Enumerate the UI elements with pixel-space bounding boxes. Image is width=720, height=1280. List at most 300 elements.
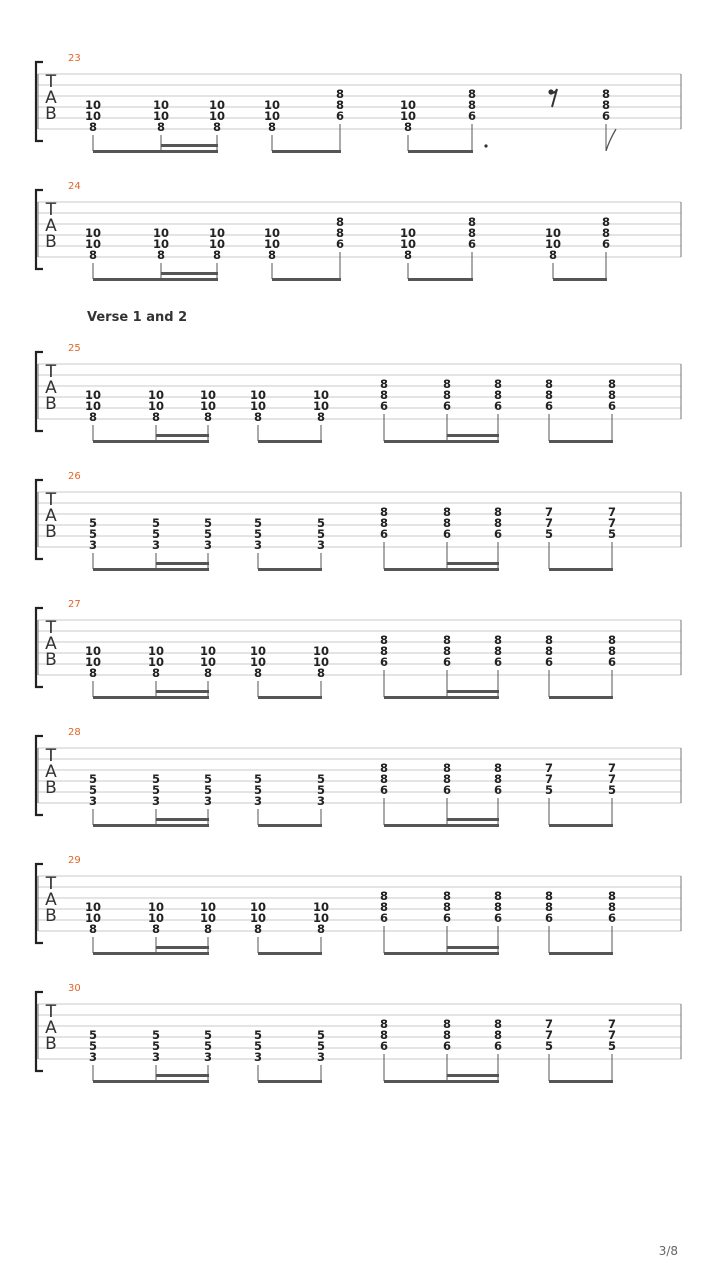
fret-number: 8 [379,1028,389,1042]
measure-number: 29 [68,855,81,866]
fret-number: 8 [156,248,166,262]
fret-number: 10 [399,98,417,112]
fret-number: 6 [607,399,617,413]
fret-number: 5 [203,527,213,541]
tab-clef-letter: A [45,890,57,910]
beam [93,150,218,153]
fret-number: 5 [316,1039,326,1053]
fret-number: 8 [442,761,452,775]
beam [553,278,607,281]
fret-number: 10 [208,109,226,123]
fret-number: 6 [379,783,389,797]
fret-number: 10 [208,226,226,240]
fret-number: 8 [203,410,213,424]
fret-number: 5 [151,772,161,786]
fret-number: 5 [88,783,98,797]
fret-number: 5 [151,527,161,541]
tab-clef-letter: A [45,634,57,654]
fret-number: 7 [607,505,617,519]
fret-number: 6 [544,911,554,925]
beam [93,952,209,955]
measure-number: 24 [68,181,81,192]
fret-number: 10 [544,226,562,240]
fret-number: 8 [379,761,389,775]
tab-clef-letter: T [45,490,57,510]
fret-number: 8 [379,772,389,786]
fret-number: 5 [544,783,554,797]
fret-number: 10 [263,109,281,123]
measure-number: 23 [68,53,81,64]
fret-number: 5 [151,516,161,530]
tab-clef-letter: T [45,200,57,220]
fret-number: 8 [379,633,389,647]
fret-number: 6 [379,911,389,925]
fret-number: 10 [249,911,267,925]
beam [272,278,341,281]
beam [549,696,613,699]
fret-number: 8 [88,666,98,680]
beam [258,696,322,699]
fret-number: 10 [84,900,102,914]
fret-number: 8 [467,226,477,240]
tab-clef-letter: B [45,104,57,124]
fret-number: 10 [147,388,165,402]
fret-number: 8 [253,410,263,424]
fret-number: 10 [399,109,417,123]
fret-number: 10 [199,655,217,669]
beam [258,440,322,443]
fret-number: 7 [607,1017,617,1031]
fret-number: 8 [544,633,554,647]
fret-number: 8 [267,120,277,134]
fret-number: 7 [607,772,617,786]
fret-number: 6 [601,237,611,251]
fret-number: 6 [442,911,452,925]
fret-number: 5 [316,527,326,541]
augmentation-dot [484,144,487,147]
fret-number: 10 [312,399,330,413]
beam [384,440,499,443]
fret-number: 8 [607,388,617,402]
fret-number: 10 [263,237,281,251]
beam-secondary [447,1074,499,1077]
fret-number: 3 [151,538,161,552]
fret-number: 8 [335,87,345,101]
tab-clef-letter: B [45,1034,57,1054]
beam [93,824,209,827]
fret-number: 10 [84,98,102,112]
beam [384,1080,499,1083]
fret-number: 5 [544,1039,554,1053]
fret-number: 8 [493,516,503,530]
fret-number: 8 [442,1028,452,1042]
page-number: 3/8 [658,1244,678,1258]
fret-number: 8 [442,516,452,530]
fret-number: 5 [88,516,98,530]
fret-number: 5 [203,1028,213,1042]
fret-number: 6 [493,655,503,669]
measure-number: 30 [68,983,81,994]
fret-number: 8 [442,633,452,647]
fret-number: 3 [316,794,326,808]
fret-number: 8 [493,772,503,786]
fret-number: 5 [316,783,326,797]
fret-number: 3 [151,794,161,808]
note-flag [606,129,616,151]
fret-number: 8 [151,410,161,424]
beam-secondary [447,434,499,437]
tab-clef-letter: T [45,618,57,638]
beam-secondary [447,818,499,821]
tab-clef-letter: A [45,378,57,398]
fret-number: 6 [379,1039,389,1053]
fret-number: 7 [544,505,554,519]
fret-number: 10 [249,900,267,914]
beam-secondary [447,690,499,693]
fret-number: 8 [379,1017,389,1031]
beam [258,568,322,571]
fret-number: 10 [199,644,217,658]
measure-number: 26 [68,471,81,482]
fret-number: 6 [493,783,503,797]
fret-number: 5 [88,1028,98,1042]
fret-number: 10 [84,226,102,240]
fret-number: 5 [316,772,326,786]
fret-number: 8 [403,120,413,134]
fret-number: 8 [607,900,617,914]
tab-clef-letter: T [45,874,57,894]
fret-number: 8 [467,87,477,101]
fret-number: 8 [544,889,554,903]
fret-number: 8 [493,761,503,775]
fret-number: 6 [493,1039,503,1053]
fret-number: 5 [88,772,98,786]
fret-number: 10 [84,109,102,123]
beam-secondary [156,562,209,565]
beam [549,440,613,443]
fret-number: 8 [493,505,503,519]
fret-number: 8 [267,248,277,262]
fret-number: 10 [312,388,330,402]
section-label: Verse 1 and 2 [87,310,188,325]
fret-number: 8 [548,248,558,262]
fret-number: 5 [253,772,263,786]
fret-number: 8 [379,889,389,903]
measure-number: 25 [68,343,81,354]
tab-clef-letter: T [45,1002,57,1022]
measure-number: 28 [68,727,81,738]
fret-number: 8 [403,248,413,262]
fret-number: 8 [544,900,554,914]
beam-secondary [156,434,209,437]
fret-number: 8 [607,633,617,647]
fret-number: 8 [212,120,222,134]
fret-number: 8 [379,377,389,391]
fret-number: 8 [335,215,345,229]
fret-number: 5 [544,527,554,541]
measure-number: 27 [68,599,81,610]
beam [384,696,499,699]
beam [408,150,473,153]
fret-number: 5 [253,527,263,541]
tab-clef-letter: B [45,778,57,798]
fret-number: 6 [493,399,503,413]
fret-number: 8 [88,410,98,424]
fret-number: 5 [203,772,213,786]
fret-number: 8 [442,377,452,391]
fret-number: 8 [88,248,98,262]
beam [384,952,499,955]
beam-secondary [156,818,209,821]
fret-number: 3 [253,1050,263,1064]
fret-number: 10 [312,911,330,925]
fret-number: 10 [147,399,165,413]
fret-number: 8 [467,98,477,112]
fret-number: 5 [607,783,617,797]
tab-clef-letter: B [45,906,57,926]
fret-number: 10 [147,911,165,925]
fret-number: 8 [156,120,166,134]
fret-number: 8 [212,248,222,262]
fret-number: 6 [607,911,617,925]
fret-number: 8 [493,889,503,903]
fret-number: 8 [379,900,389,914]
beam [549,1080,613,1083]
fret-number: 10 [199,388,217,402]
fret-number: 10 [399,237,417,251]
fret-number: 10 [199,399,217,413]
fret-number: 8 [379,516,389,530]
fret-number: 10 [312,655,330,669]
fret-number: 8 [316,922,326,936]
fret-number: 3 [88,1050,98,1064]
beam [272,150,341,153]
fret-number: 8 [203,666,213,680]
beam-secondary [447,562,499,565]
fret-number: 8 [379,505,389,519]
fret-number: 5 [253,516,263,530]
beam-secondary [447,946,499,949]
fret-number: 5 [151,1039,161,1053]
fret-number: 6 [544,399,554,413]
fret-number: 10 [152,109,170,123]
beam [93,568,209,571]
fret-number: 10 [263,226,281,240]
fret-number: 8 [601,226,611,240]
tab-clef-letter: B [45,650,57,670]
fret-number: 10 [249,644,267,658]
fret-number: 8 [493,1028,503,1042]
fret-number: 8 [442,1017,452,1031]
fret-number: 10 [147,900,165,914]
fret-number: 8 [442,644,452,658]
fret-number: 3 [88,538,98,552]
fret-number: 3 [253,538,263,552]
fret-number: 6 [544,655,554,669]
fret-number: 6 [467,109,477,123]
fret-number: 8 [335,98,345,112]
fret-number: 8 [607,889,617,903]
fret-number: 7 [607,516,617,530]
fret-number: 6 [493,911,503,925]
tab-clef-letter: A [45,762,57,782]
fret-number: 5 [253,1039,263,1053]
tab-clef-letter: A [45,88,57,108]
beam-secondary [156,946,209,949]
fret-number: 6 [379,527,389,541]
beam [408,278,473,281]
fret-number: 8 [607,377,617,391]
fret-number: 8 [493,388,503,402]
tab-clef-letter: A [45,1018,57,1038]
fret-number: 6 [601,109,611,123]
beam [93,696,209,699]
fret-number: 10 [199,900,217,914]
beam-secondary [156,1074,209,1077]
fret-number: 10 [152,98,170,112]
fret-number: 8 [379,644,389,658]
fret-number: 8 [544,377,554,391]
fret-number: 7 [607,761,617,775]
fret-number: 10 [208,98,226,112]
fret-number: 5 [203,516,213,530]
fret-number: 5 [253,1028,263,1042]
fret-number: 8 [379,388,389,402]
fret-number: 8 [493,1017,503,1031]
fret-number: 10 [147,655,165,669]
beam [258,824,322,827]
fret-number: 8 [493,377,503,391]
fret-number: 10 [199,911,217,925]
fret-number: 3 [316,1050,326,1064]
beam [258,952,322,955]
fret-number: 10 [399,226,417,240]
fret-number: 5 [253,783,263,797]
beam [258,1080,322,1083]
fret-number: 5 [151,1028,161,1042]
fret-number: 8 [601,87,611,101]
beam [549,952,613,955]
fret-number: 8 [442,900,452,914]
fret-number: 3 [203,538,213,552]
beam-secondary [161,144,218,147]
fret-number: 3 [88,794,98,808]
beam [384,824,499,827]
fret-number: 8 [253,922,263,936]
fret-number: 3 [316,538,326,552]
tab-clef-letter: A [45,506,57,526]
fret-number: 3 [151,1050,161,1064]
fret-number: 8 [442,772,452,786]
fret-number: 8 [253,666,263,680]
fret-number: 10 [84,237,102,251]
tab-clef-letter: T [45,72,57,92]
fret-number: 6 [442,655,452,669]
fret-number: 6 [442,527,452,541]
fret-number: 10 [249,399,267,413]
fret-number: 6 [335,237,345,251]
fret-number: 10 [84,644,102,658]
tab-clef-letter: B [45,394,57,414]
fret-number: 8 [544,388,554,402]
fret-number: 10 [249,388,267,402]
fret-number: 3 [253,794,263,808]
fret-number: 8 [467,215,477,229]
fret-number: 8 [203,922,213,936]
fret-number: 5 [88,527,98,541]
fret-number: 10 [152,226,170,240]
fret-number: 8 [601,215,611,229]
fret-number: 10 [312,644,330,658]
fret-number: 5 [203,1039,213,1053]
fret-number: 8 [544,644,554,658]
beam [93,1080,209,1083]
fret-number: 10 [147,644,165,658]
fret-number: 8 [442,889,452,903]
fret-number: 8 [88,120,98,134]
beam [549,824,613,827]
fret-number: 6 [379,655,389,669]
beam [549,568,613,571]
fret-number: 10 [84,388,102,402]
fret-number: 7 [544,772,554,786]
tab-clef-letter: T [45,746,57,766]
fret-number: 10 [84,655,102,669]
beam-secondary [161,272,218,275]
fret-number: 10 [249,655,267,669]
fret-number: 8 [607,644,617,658]
fret-number: 3 [203,794,213,808]
fret-number: 8 [151,666,161,680]
fret-number: 7 [544,761,554,775]
fret-number: 5 [151,783,161,797]
fret-number: 10 [208,237,226,251]
fret-number: 10 [263,98,281,112]
fret-number: 10 [312,900,330,914]
beam [384,568,499,571]
fret-number: 8 [442,505,452,519]
fret-number: 8 [335,226,345,240]
fret-number: 6 [379,399,389,413]
fret-number: 7 [544,1028,554,1042]
fret-number: 7 [607,1028,617,1042]
fret-number: 10 [84,399,102,413]
fret-number: 6 [493,527,503,541]
fret-number: 8 [493,900,503,914]
fret-number: 8 [316,410,326,424]
fret-number: 7 [544,516,554,530]
beam-secondary [156,690,209,693]
fret-number: 3 [203,1050,213,1064]
fret-number: 6 [607,655,617,669]
fret-number: 5 [607,527,617,541]
fret-number: 8 [493,644,503,658]
tab-clef-letter: T [45,362,57,382]
fret-number: 8 [151,922,161,936]
fret-number: 8 [316,666,326,680]
tab-clef-letter: B [45,232,57,252]
fret-number: 6 [442,783,452,797]
fret-number: 8 [88,922,98,936]
fret-number: 10 [544,237,562,251]
fret-number: 6 [335,109,345,123]
beam [93,278,218,281]
fret-number: 10 [152,237,170,251]
fret-number: 5 [203,783,213,797]
fret-number: 6 [442,399,452,413]
fret-number: 8 [442,388,452,402]
fret-number: 7 [544,1017,554,1031]
